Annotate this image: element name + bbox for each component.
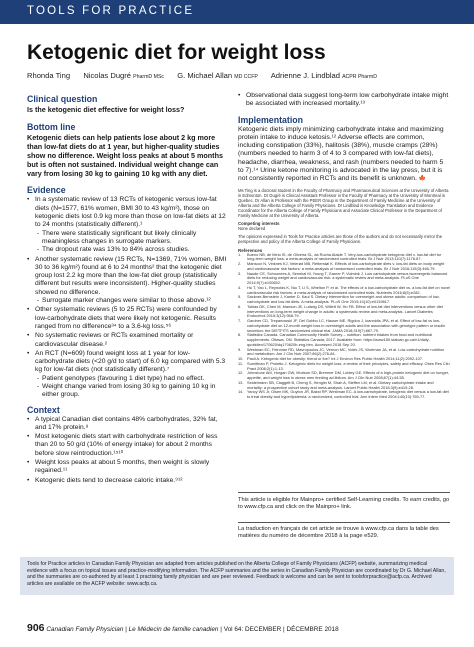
section-band <box>0 0 474 24</box>
divider <box>238 522 450 523</box>
left-column <box>27 90 227 486</box>
french-translation-note: La traduction en français de cet article se trouve à www.cfp.ca dans la table des matières du numéro de décembre 2018 à la page e529. <box>238 526 439 540</box>
list-item: • Weight loss peaks at about 5 months, then weight is slowly regained.¹¹ <box>27 459 227 476</box>
clinical-question-heading: Clinical question <box>27 94 98 104</box>
list-item: • Other systematic reviews (5 to 25 RCTs) were confounded by low-carbohydrate diets that were likely not ketogenic. Results ranged from no difference³⁴ to a 3.6-kg loss.⁵⁶ <box>27 306 227 331</box>
page-footer <box>27 622 339 634</box>
bottom-line-heading: Bottom line <box>27 122 76 132</box>
issue-info: Vol 64: DECEMBER | DÉCEMBRE 2018 <box>223 626 339 633</box>
evidence-heading: Evidence <box>27 185 66 196</box>
list-item: • An RCT (N=609) found weight loss at 1 year for low-carbohydrate diets (<20 g/d to start) of 6.0 kg compared with 5.3 kg for low-fat diets (not statistically different).⁷ - Patient genotypes (favouring 1 diet type) had no effect. - Weight change varied from losing 30 kg to gaining 10 kg in either group. <box>27 350 227 400</box>
sub-item: - Surrogate marker changes were similar to those above.¹² <box>37 297 227 305</box>
context-continued-list <box>238 92 450 109</box>
author-name: G. Michael Allan <box>177 71 233 80</box>
references-list <box>238 253 450 400</box>
reference-item: 11. Sumithran P, Proietto J. Ketogenic diets for weight loss: a review of their principles, safety and efficacy. Obes Res Clin Pract 2008;2(1):1-13. <box>238 360 450 371</box>
author-degree: ACPR PharmD <box>342 74 377 80</box>
maple-leaf-icon: 🍁 <box>418 176 427 183</box>
reference-item: 8. Statistics Canada. Canadian Community Health Survey – nutrition: nutrient intakes from food and nutritional supplements. Ottawa, ON: Statistics Canada; 2017. Available from: https://www150.statcan.gc.ca/n1/daily-quotidien/170620/dq170620b-eng.htm. Accessed 2018 Sep 20. <box>238 332 433 347</box>
list-item: • In a systematic review of 13 RCTs of ketogenic versus low-fat diets (N=1577, 61% women, BMI 30 to 43 kg/m²), those on ketogenic diets lost 0.9 kg more than those on low-fat diets at 12 to 24 months (statistically different).¹ - There were statistically significant but likely clinically meaningless changes in surrogate markers. - The dropout rate was 13% to 84% across studies. <box>27 196 227 254</box>
evidence-list <box>27 196 227 399</box>
page-number: 906 <box>27 622 45 634</box>
reference-item: 1. Bueno NB, de Melo IS, de Oliveira SL, da Rocha Ataide T. Very-low-carbohydrate ketogenic diet v. low-fat diet for long-term weight loss: a meta-analysis of randomised controlled trials. Br J Nutr 2013;110(7):1178-87. <box>238 251 442 262</box>
list-item: • Another systematic review (15 RCTs, N=1369, 71% women, BMI 30 to 36 kg/m²) found at 6 to 24 months² that the ketogenic diet group lost 2.2 kg more than the low-fat diet group (statistically different but results were inconsistent). Higher-quality studies showed no difference. - Surrogate marker changes were similar to those above.¹² <box>27 256 227 306</box>
reference-item: 9. Westman EC, Feinman RD, Mavropoulos JC, Vernon MC, Volek JS, Wortman JA, et al. Low-carbohydrate nutrition and metabolism. Am J Clin Nutr 2007;86(2):276-84. <box>238 346 445 357</box>
sub-item: - The dropout rate was 13% to 84% across studies. <box>37 246 227 254</box>
reference-item: 12. Johnstone AM, Horgan GW, Murison SD, Bremner DM, Lobley GE. Effects of a high-protein ketogenic diet on hunger, appetite, and weight loss in obese men feeding ad libitum. Am J Clin Nutr 2008;87(1):44-55. <box>238 370 449 381</box>
context-heading: Context <box>27 404 60 415</box>
reference-item: 13. Seidelmann SB, Claggett B, Cheng S, Henglin M, Shah A, Steffen LM, et al. Dietary carbohydrate intake and mortality: a prospective cohort study and meta-analysis. Lancet Public Health 2018;3(9):e419-28. <box>238 379 434 390</box>
author-byline <box>27 71 377 80</box>
reference-item: 5. Sackner-Bernstein J, Kanter D, Kaul S. Dietary intervention for overweight and obese adults: comparison of low-carbohydrate and low-fat diets. A meta-analysis. PLoS One 2015;10(10):e0139817. <box>238 294 440 305</box>
context-list <box>27 416 227 485</box>
divider <box>238 492 450 493</box>
clinical-question-text: Is the ketogenic diet effective for weight loss? <box>27 105 185 114</box>
article-title: Ketogenic diet for weight loss <box>27 41 326 64</box>
implementation-heading: Implementation <box>238 114 304 125</box>
mainpro-note: This article is eligible for Mainpro+ certified Self-Learning credits. To earn credits, go to www.cfp.ca and click on the Mainpro+ link. <box>238 497 450 511</box>
series-info-box: Tools for Practice articles in Canadian Family Physician are adapted from articles published on the Alberta College of Family Physicians (ACFP) website, summarizing medical evidence with a focus on topical issues and practice-modifying information. The ACFP summaries and the series in Canadian Family Physician are coordinated by Dr G. Michael Allan, and the summaries are co-authored by at least 1 practising family physician and are peer reviewed. Feedback is welcome and can be sent to toolsforpractice@acfp.ca. Archived articles are available on the ACFP website: www.acfp.ca. <box>20 557 454 595</box>
reference-item: 3. Naude CE, Schoonees A, Senekal M, Young T, Garner P, Volmink J. Low carbohydrate versus isoenergetic balanced diets for reducing weight and cardiovascular risk: a systematic review and meta-analysis. PLoS One 2014;9(7):e100652. <box>238 270 448 286</box>
reference-item: 2. Mansoor N, Vinknes KJ, Veierød MB, Retterstøl K. Effects of low-carbohydrate diets v. low-fat diets on body weight and cardiovascular risk factors: a meta-analysis of randomised controlled trials. Br J Nutr 2016;115(3):466-79. <box>238 261 445 271</box>
author-affiliations: Ms Ting is a doctoral student in the Faculty of Pharmacy and Pharmaceutical Sciences at the University of Alberta in Edmonton. Dr Dugré is Clinical Assistant Professor in the Faculty of Pharmacy at the University of Montreal in Quebec. Dr Allan is Professor with the PEER Group in the Department of Family Medicine at the University of Alberta and the Alberta College of Family Physicians. Dr Lindblad is Knowledge Translation and Evidence Coordinator for the Alberta College of Family Physicians and Associate Clinical Professor in the Department of Family Medicine at the University of Alberta. <box>238 187 449 219</box>
sub-item: - Weight change varied from losing 30 kg to gaining 10 kg in either group. <box>37 383 227 400</box>
sub-item: - There were statistically significant but likely clinically meaningless changes in surrogate markers. <box>37 230 227 247</box>
section-band-label: TOOLS FOR PRACTICE <box>27 5 195 17</box>
reference-item: 14. Yancy WS Jr, Olsen MK, Guyton JR, Bakst RP, Westman EC. A low-carbohydrate, ketogenic diet versus a low-fat diet to treat obesity and hyperlipidemia: a randomized, controlled trial. Ann Intern Med 2004;140(10):769-77. <box>238 389 449 400</box>
journal-name: Canadian Family Physician | Le Médecin de famille canadien <box>46 626 219 633</box>
author-degree: PharmD MSc <box>133 74 164 80</box>
list-item: • A typical Canadian diet contains 48% carbohydrates, 32% fat, and 17% protein.⁸ <box>27 416 227 433</box>
implementation-text: Ketogenic diets imply minimizing carbohydrate intake and maximizing protein intake to induce ketosis.¹² Adverse effects are common, including constipation (33%), halitosis (38%), muscle cramps (28%) (numbers needed to harm 3 of 4 to 3 compared with low-fat diets), headache, diarrhea, weakness, and rash (numbers needed to harm 5 to 7).¹⁴ Urine ketone monitoring is advocated in the lay press, but it is not consistently reported in RCTs and its benefit is unknown. 🍁 <box>238 125 444 183</box>
footer-separator: | <box>220 626 224 633</box>
list-item: • Observational data suggest long-term low carbohydrate intake might be associated with increased mortality.¹³ <box>238 92 450 109</box>
reference-item: 7. Gardner CD, Trepanowski JF, Del Gobbo LC, Hauser ME, Rigdon J, Ioannidis JPA, et al. Effect of low-fat vs low-carbohydrate diet on 12-month weight loss in overweight adults and the association with genotype pattern or insulin secretion: the DIETFITS randomized clinical trial. JAMA 2018;319(7):667-79. <box>238 318 446 333</box>
list-item: • Ketogenic diets tend to decrease caloric intake.⁹¹² <box>27 477 227 485</box>
reference-item: 6. Tobias DK, Chen M, Manson JE, Ludwig DS, Willett W, Hu FB. Effect of low-fat diet interventions versus other diet interventions on long-term weight change in adults: a systematic review and meta-analysis. Lancet Diabetes Endocrinol 2015;3(12):968-79. <box>238 303 443 319</box>
competing-interests-heading: Competing interests <box>238 221 280 227</box>
reference-item: 10. Paoli A. Ketogenic diet for obesity: friend or foe? Int J Environ Res Public Health 2014;11(2):2092-107. <box>238 356 423 362</box>
author-name: Rhonda Ting <box>27 71 71 80</box>
opinions-disclaimer: The opinions expressed in Tools for Practice articles are those of the authors and do not necessarily mirror the perspective and policy of the Alberta College of Family Physicians. <box>238 234 443 245</box>
bottom-line-text: Ketogenic diets can help patients lose about 2 kg more than low-fat diets do at 1 year, but higher-quality studies show no difference. Weight loss peaks at about 5 months but is often not sustained. Individual weight change can vary from losing 30 kg to gaining 10 kg with any diet. <box>27 133 223 179</box>
list-item: • No systematic reviews or RCTs examined mortality or cardiovascular disease.² <box>27 332 227 349</box>
author-name: Nicolas Dugré <box>83 71 132 80</box>
list-item: • Most ketogenic diets start with carbohydrate restriction of less than 20 to 50 g/d (10% of energy intake) for about 2 months before slow reintroduction.¹⁵¹⁰ <box>27 433 227 458</box>
reference-item: 4. Hu T, Yao L, Reynolds K, Niu T, Li S, Whelton P, et al. The effects of a low-carbohydrate diet vs. a low-fat diet on novel cardiovascular risk factors: a meta-analysis of randomized controlled trials. Nutrients 2016;8(5):e282. <box>238 284 450 295</box>
sub-item: - Patient genotypes (favouring 1 diet type) had no effect. <box>37 375 227 383</box>
references-heading: References <box>238 247 263 253</box>
author-degree: MD CCFP <box>234 74 258 80</box>
author-name: Adrienne J. Lindblad <box>270 71 340 80</box>
competing-interests-text: None declared <box>238 226 266 232</box>
right-column <box>238 90 450 400</box>
